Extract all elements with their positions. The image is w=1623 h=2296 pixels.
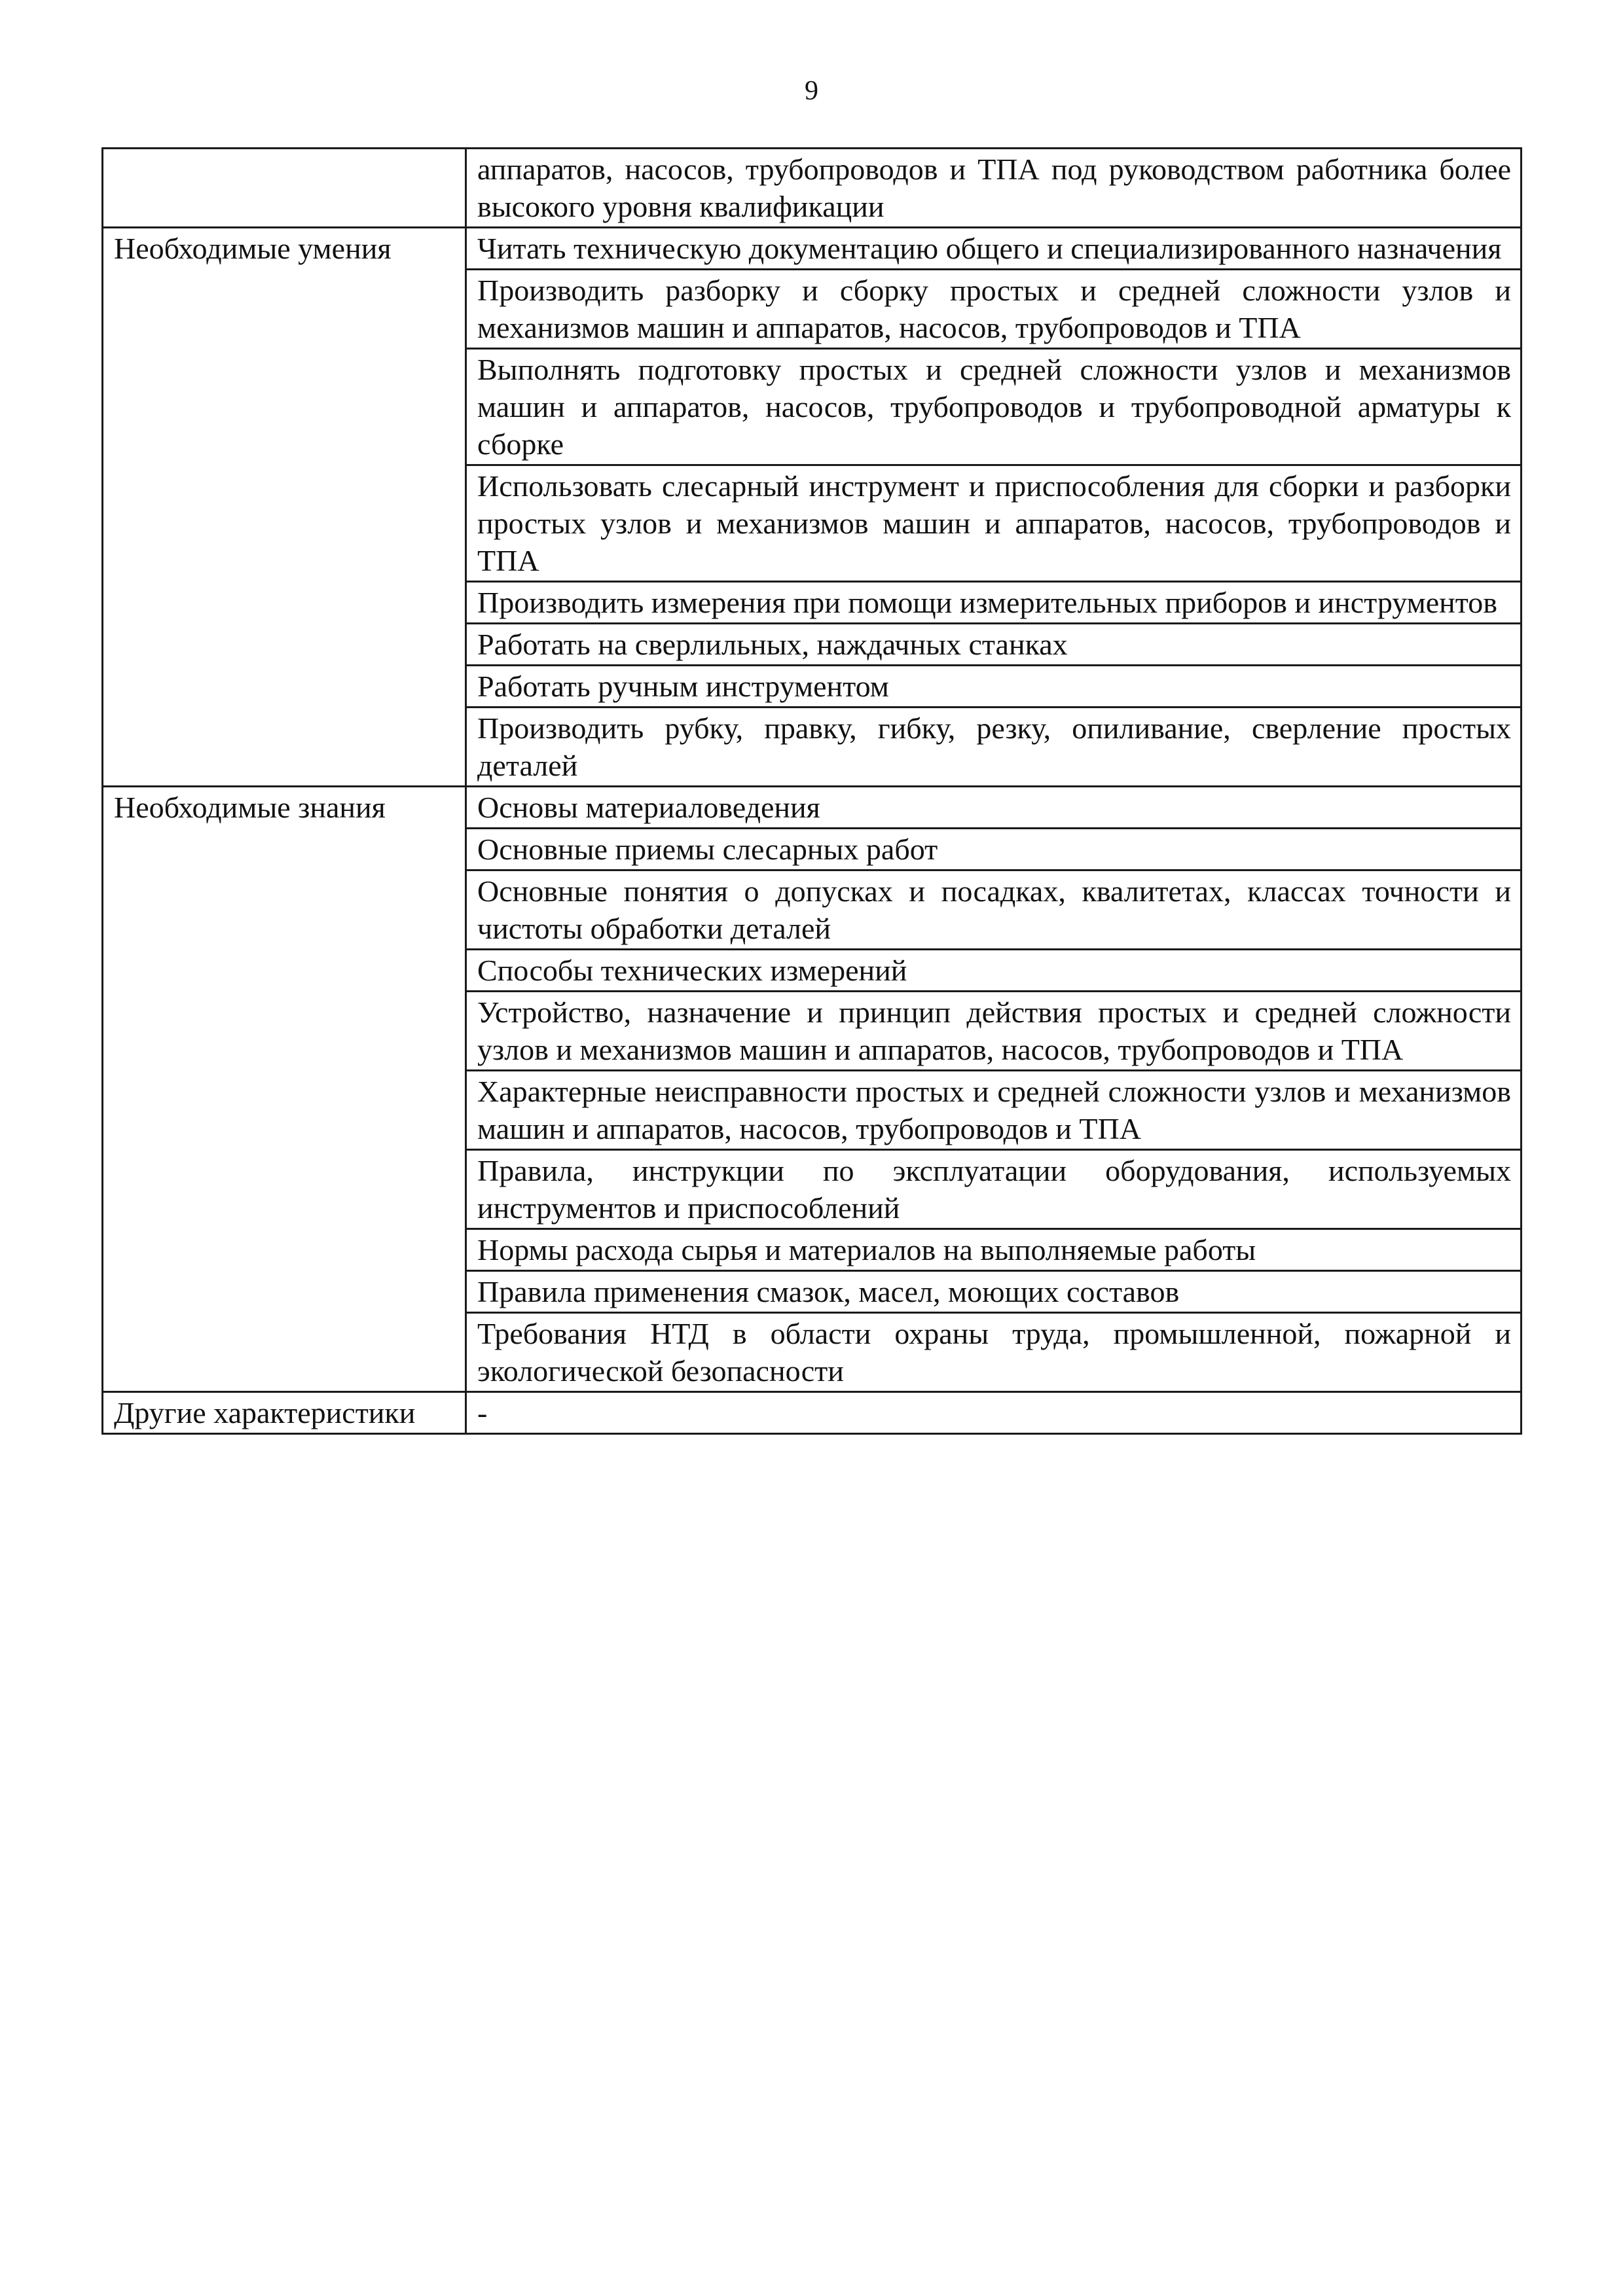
knowledge-item: Характерные неисправности простых и средней сложности узлов и механизмов машин и аппаратов, насосов, трубопроводов и ТПА: [466, 1071, 1522, 1150]
knowledge-item: Правила применения смазок, масел, моющих составов: [466, 1271, 1522, 1313]
skill-item: Производить рубку, правку, гибку, резку, опиливание, сверление простых деталей: [466, 708, 1522, 787]
other-label: Другие характеристики: [103, 1392, 466, 1434]
knowledge-item: Требования НТД в области охраны труда, промышленной, пожарной и экологической безопасности: [466, 1313, 1522, 1392]
knowledge-item: Правила, инструкции по эксплуатации оборудования, используемых инструментов и приспособлений: [466, 1150, 1522, 1229]
skill-item: Выполнять подготовку простых и средней сложности узлов и механизмов машин и аппаратов, насосов, трубопроводов и трубопроводной арматуры к сборке: [466, 349, 1522, 465]
page-number: 9: [805, 76, 818, 106]
requirements-table: [101, 147, 1522, 1435]
knowledge-item: Основы материаловедения: [466, 787, 1522, 829]
skills-label: Необходимые умения: [103, 228, 466, 787]
other-value: -: [466, 1392, 1522, 1434]
table-row: [103, 787, 1522, 829]
knowledge-item: Устройство, назначение и принцип действия простых и средней сложности узлов и механизмов машин и аппаратов, насосов, трубопроводов и ТПА: [466, 992, 1522, 1071]
skill-item: Использовать слесарный инструмент и приспособления для сборки и разборки простых узлов и механизмов машин и аппаратов, насосов, трубопроводов и ТПА: [466, 465, 1522, 582]
skill-item: Работать на сверлильных, наждачных станках: [466, 624, 1522, 666]
skill-item: Производить измерения при помощи измерительных приборов и инструментов: [466, 582, 1522, 624]
knowledge-item: Основные понятия о допусках и посадках, квалитетах, классах точности и чистоты обработки деталей: [466, 870, 1522, 950]
knowledge-item: Основные приемы слесарных работ: [466, 829, 1522, 870]
continuation-cell: аппаратов, насосов, трубопроводов и ТПА под руководством работника более высокого уровня квалификации: [466, 149, 1522, 228]
skill-item: Производить разборку и сборку простых и средней сложности узлов и механизмов машин и аппаратов, насосов, трубопроводов и ТПА: [466, 270, 1522, 349]
table-row: [103, 149, 1522, 228]
knowledge-item: Способы технических измерений: [466, 950, 1522, 992]
skill-item: Работать ручным инструментом: [466, 666, 1522, 708]
table-row: [103, 228, 1522, 270]
table-row: [103, 1392, 1522, 1434]
knowledge-item: Нормы расхода сырья и материалов на выполняемые работы: [466, 1229, 1522, 1271]
knowledge-label: Необходимые знания: [103, 787, 466, 1392]
skill-item: Читать техническую документацию общего и специализированного назначения: [466, 228, 1522, 270]
empty-label-cell: [103, 149, 466, 228]
